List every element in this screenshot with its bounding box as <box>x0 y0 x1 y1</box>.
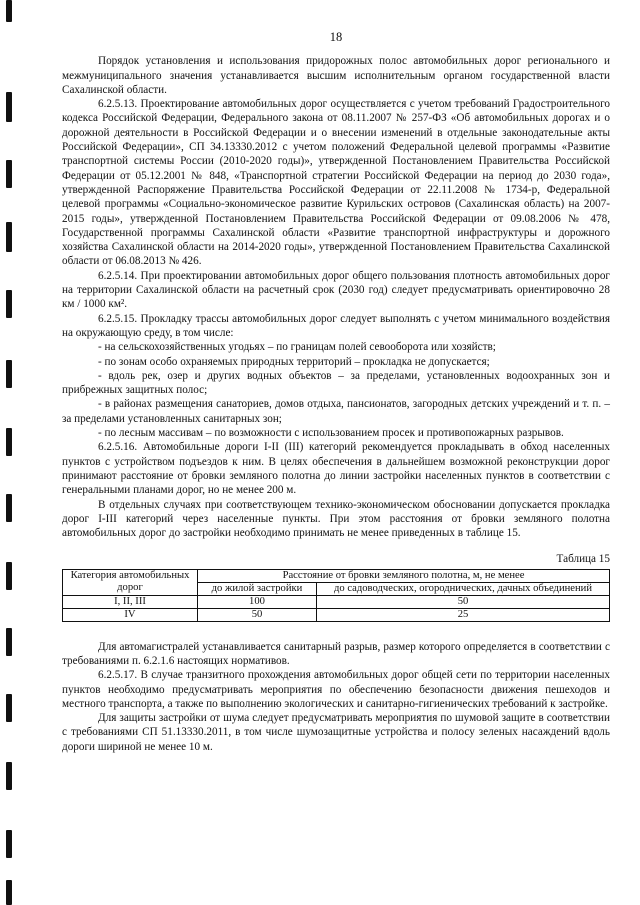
cell-residential: 100 <box>198 595 317 608</box>
binding-mark <box>6 628 12 656</box>
table-header-row <box>63 569 610 582</box>
list-item-protected-areas: - по зонам особо охраняемых природных территорий – прокладка не допускается; <box>98 355 490 368</box>
binding-mark <box>6 92 12 122</box>
table-row <box>63 595 610 608</box>
binding-mark <box>6 562 12 590</box>
binding-mark <box>6 880 12 905</box>
cell-gardening: 25 <box>317 608 610 621</box>
document-page <box>62 30 610 754</box>
binding-mark <box>6 762 12 790</box>
header-distance: Расстояние от бровки земляного полотна, м, не менее <box>198 569 610 582</box>
binding-edge-marks <box>6 0 14 905</box>
paragraph-6-2-5-13: 6.2.5.13. Проектирование автомобильных дорог осуществляется с учетом требований Градостроительного кодекса Российской Федерации, Федерального закона от 08.11.2007 № 257-ФЗ «Об автомобильных дорогах и о дорожной деятельности в Российской Федерации и о внесении изменений в отдельные законодательные акты Российской Федерации», СП 34.13330.2012 с учетом положений Федеральной целевой программы «Развитие транспортной системы России (2010-2020 годы)», утвержденной Постановлением Правительства Российской Федерации от 05.12.2001 № 848, «Транспортной стратегии Российской Федерации на период до 2030 года», утвержденной Распоряжение Правительства Российской Федерации от 22.11.2008 № 1734-р, Федеральной целевой программы «Социально-экономическое развитие Курильских островов (Сахалинская область) на 2007-2015 годы», утвержденной Постановлением Правительства Российской Федерации от 09.08.2006 № 478, Государственной программы Сахалинской области «Развитие транспортной инфраструктуры и дорожного хозяйства Сахалинской области на 2014-2020 годы», утвержденной Постановлением Правительства Сахалинской области от 06.08.2013 № 426. <box>62 98 610 268</box>
binding-mark <box>6 360 12 388</box>
paragraph-exceptions: В отдельных случаях при соответствующем технико-экономическом обосновании допускается прокладка дорог I-III категорий через населенные пункты. При этом расстояния от бровки земляного полотна автомобильных дорог до застройки необходимо принимать не менее приведенных в таблице 15. <box>62 498 610 540</box>
paragraph-6-2-5-14: 6.2.5.14. При проектировании автомобильных дорог общего пользования плотность автомобильных дорог на территории Сахалинской области на расчетный срок (2030 год) следует предусматривать ориентировочно 28 км / 1000 км². <box>62 269 610 311</box>
paragraph-motorways: Для автомагистралей устанавливается санитарный разрыв, размер которого определяется в соответствии с требованиями п. 6.2.1.6 настоящих нормативов. <box>62 640 610 667</box>
list-item-water-bodies: - вдоль рек, озер и других водных объектов – за пределами, установленных водоохранных зон и прибрежных защитных полос; <box>62 369 610 397</box>
cell-category: I, II, III <box>63 595 198 608</box>
page-number: 18 <box>329 30 343 44</box>
binding-mark <box>6 0 12 22</box>
paragraph-6-2-5-16: 6.2.5.16. Автомобильные дороги I-II (III) категорий рекомендуется прокладывать в обход населенных пунктов с устройством подъездов к ним. В целях обеспечения в дальнейшем возможной реконструкции дорог принимают расстояние от бровки земляного полотна до линии застройки населенных пунктов в соответствии с генеральными планами дорог, но не менее 200 м. <box>62 441 610 497</box>
header-gardening: до садоводческих, огороднических, дачных объединений <box>317 582 610 595</box>
binding-mark <box>6 290 12 318</box>
paragraph-noise-protection: Для защиты застройки от шума следует предусматривать мероприятия по шумовой защите в соответствии с требованиями СП 51.13330.2011, в том числе шумозащитные устройства и полосу зеленых насаждений вдоль дороги шириной не менее 10 м. <box>62 712 610 753</box>
binding-mark <box>6 428 12 456</box>
binding-mark <box>6 694 12 722</box>
table-caption: Таблица 15 <box>556 553 610 566</box>
list-item-agricultural: - на сельскохозяйственных угодьях – по границам полей севооборота или хозяйств; <box>98 341 496 354</box>
cell-gardening: 50 <box>317 595 610 608</box>
table-15 <box>62 569 610 622</box>
binding-mark <box>6 222 12 252</box>
binding-mark <box>6 494 12 522</box>
binding-mark <box>6 830 12 858</box>
binding-mark <box>6 160 12 188</box>
paragraph-6-2-5-17: 6.2.5.17. В случае транзитного прохождения автомобильных дорог общей сети по территории населенных пунктов необходимо предусматривать мероприятия по обеспечению безопасности движения пешеходов и местного транспорта, а также по выполнению экологических и санитарно-гигиенических требований к застройке. <box>62 669 610 710</box>
header-category: Категория автомобильных дорог <box>63 569 198 595</box>
paragraph-roadside-strips: Порядок установления и использования придорожных полос автомобильных дорог регионального и межмуниципального значения устанавливается высшим исполнительным органом государственной власти Сахалинской области. <box>62 55 610 96</box>
list-item-forests: - по лесным массивам – по возможности с использованием просек и противопожарных разрывов. <box>98 427 564 440</box>
table-row <box>63 608 610 621</box>
header-residential: до жилой застройки <box>198 582 317 595</box>
list-item-sanatoriums: - в районах размещения санаториев, домов отдыха, пансионатов, загородных детских учреждений и т. п. – за пределами установленных санитарных зон; <box>62 398 610 425</box>
cell-category: IV <box>63 608 198 621</box>
paragraph-6-2-5-15: 6.2.5.15. Прокладку трассы автомобильных дорог следует выполнять с учетом минимального воздействия на окружающую среду, в том числе: <box>62 312 610 339</box>
cell-residential: 50 <box>198 608 317 621</box>
